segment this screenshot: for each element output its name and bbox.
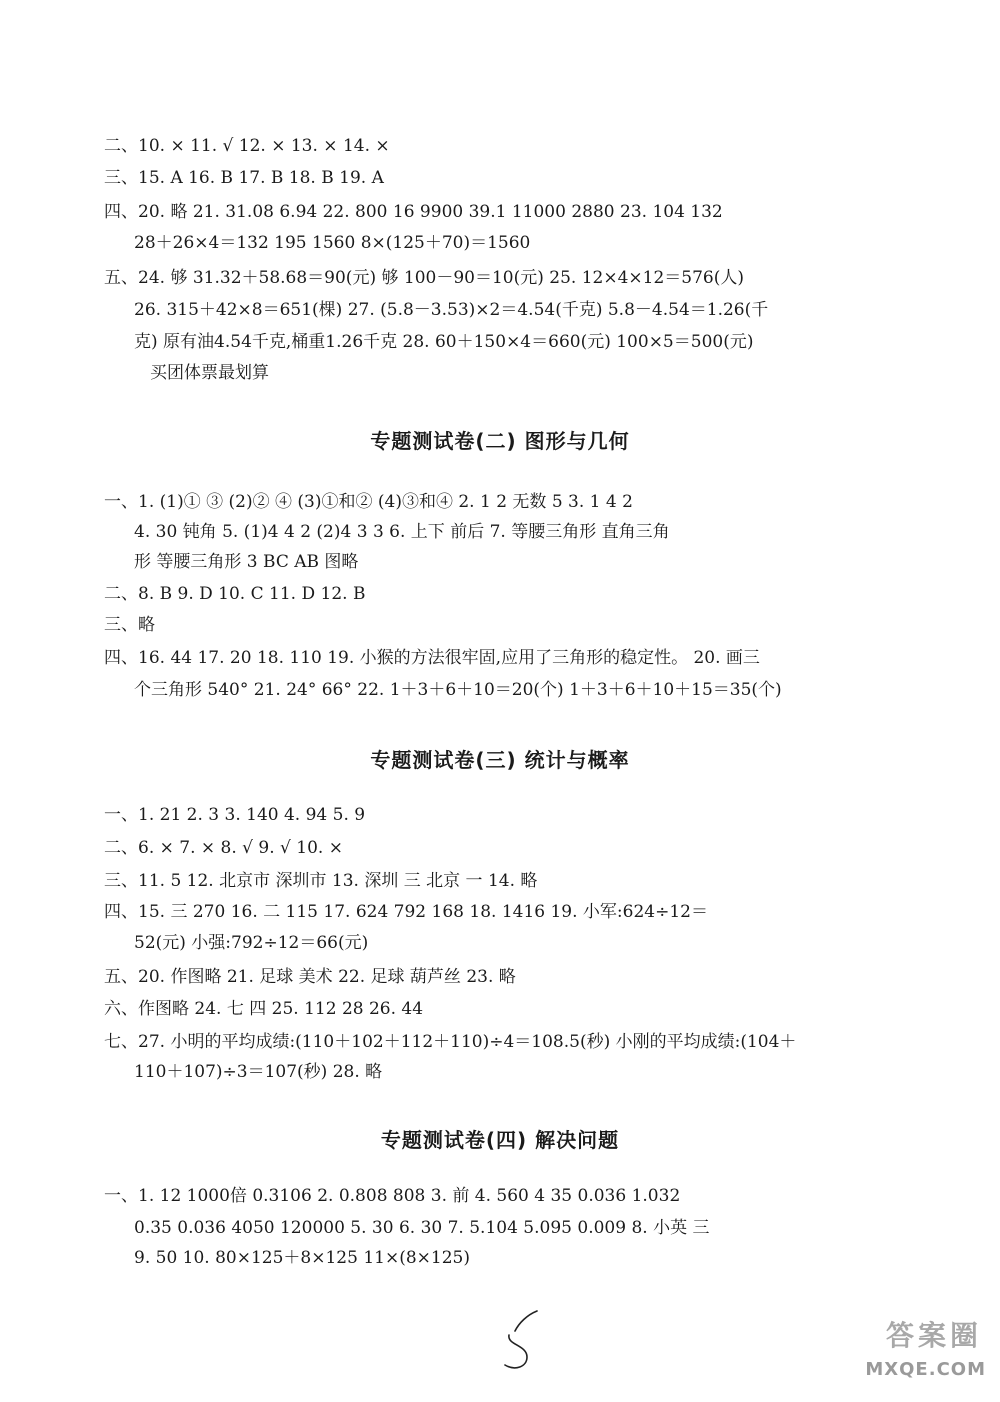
section-title: 专题测试卷(二) 图形与几何: [370, 429, 630, 453]
answer-line: 4. 30 钝角 5. (1)4 4 2 (2)4 3 3 6. 上下 前后 7. 等腰三角形 直角三角: [134, 522, 670, 542]
answer-line: 三、略: [104, 615, 155, 635]
answer-line: 9. 50 10. 80×125＋8×125 11×(8×125): [134, 1248, 470, 1268]
answer-line: 28＋26×4＝132 195 1560 8×(125＋70)＝1560: [134, 233, 531, 253]
answer-line: 形 等腰三角形 3 BC AB 图略: [134, 552, 359, 572]
answer-line: 四、15. 三 270 16. 二 115 17. 624 792 168 18. 1416 19. 小军:624÷12＝: [104, 902, 708, 922]
answer-line: 一、1. 12 1000倍 0.3106 2. 0.808 808 3. 前 4. 560 4 35 0.036 1.032: [104, 1186, 681, 1206]
answer-line: 五、20. 作图略 21. 足球 美术 22. 足球 葫芦丝 23. 略: [104, 967, 516, 987]
answer-line: 买团体票最划算: [150, 363, 269, 383]
answer-line: 0.35 0.036 4050 120000 5. 30 6. 30 7. 5.104 5.095 0.009 8. 小英 三: [134, 1218, 710, 1238]
handwritten-page-number-mark: [497, 1305, 547, 1375]
section-title: 专题测试卷(三) 统计与概率: [370, 748, 630, 772]
answer-line: 五、24. 够 31.32＋58.68＝90(元) 够 100－90＝10(元) 25. 12×4×12＝576(人): [104, 268, 744, 288]
answer-line: 一、1. 21 2. 3 3. 140 4. 94 5. 9: [104, 805, 366, 825]
answer-line: 四、20. 略 21. 31.08 6.94 22. 800 16 9900 39.1 11000 2880 23. 104 132: [104, 202, 723, 222]
answer-line: 一、1. (1)① ③ (2)② ④ (3)①和② (4)③和④ 2. 1 2 无数 5 3. 1 4 2: [104, 492, 633, 512]
answer-line: 七、27. 小明的平均成绩:(110＋102＋112＋110)÷4＝108.5(秒) 小刚的平均成绩:(104＋: [104, 1032, 797, 1052]
answer-line: 二、6. × 7. × 8. √ 9. √ 10. ×: [104, 838, 343, 858]
answer-line: 三、15. A 16. B 17. B 18. B 19. A: [104, 168, 384, 188]
answer-line: 52(元) 小强:792÷12＝66(元): [134, 933, 369, 953]
answer-line: 四、16. 44 17. 20 18. 110 19. 小猴的方法很牢固,应用了三角形的稳定性。 20. 画三: [104, 648, 760, 668]
watermark: [846, 1314, 996, 1394]
answer-line: 110＋107)÷3＝107(秒) 28. 略: [134, 1062, 383, 1082]
answer-line: 26. 315＋42×8＝651(棵) 27. (5.8－3.53)×2＝4.54(千克) 5.8－4.54＝1.26(千: [134, 300, 769, 320]
watermark-logo: 答案圈: [885, 1319, 982, 1352]
answer-line: 三、11. 5 12. 北京市 深圳市 13. 深圳 三 北京 一 14. 略: [104, 871, 538, 891]
section-title: 专题测试卷(四) 解决问题: [380, 1128, 620, 1152]
answer-line: 个三角形 540° 21. 24° 66° 22. 1＋3＋6＋10＝20(个) 1＋3＋6＋10＋15＝35(个): [134, 680, 782, 700]
answer-line: 六、作图略 24. 七 四 25. 112 28 26. 44: [104, 999, 424, 1019]
answer-line: 克) 原有油4.54千克,桶重1.26千克 28. 60＋150×4＝660(元) 100×5＝500(元): [134, 332, 754, 352]
answer-line: 二、10. × 11. √ 12. × 13. × 14. ×: [104, 136, 390, 156]
watermark-site: MXQE.COM: [865, 1359, 986, 1380]
answer-line: 二、8. B 9. D 10. C 11. D 12. B: [104, 584, 366, 604]
